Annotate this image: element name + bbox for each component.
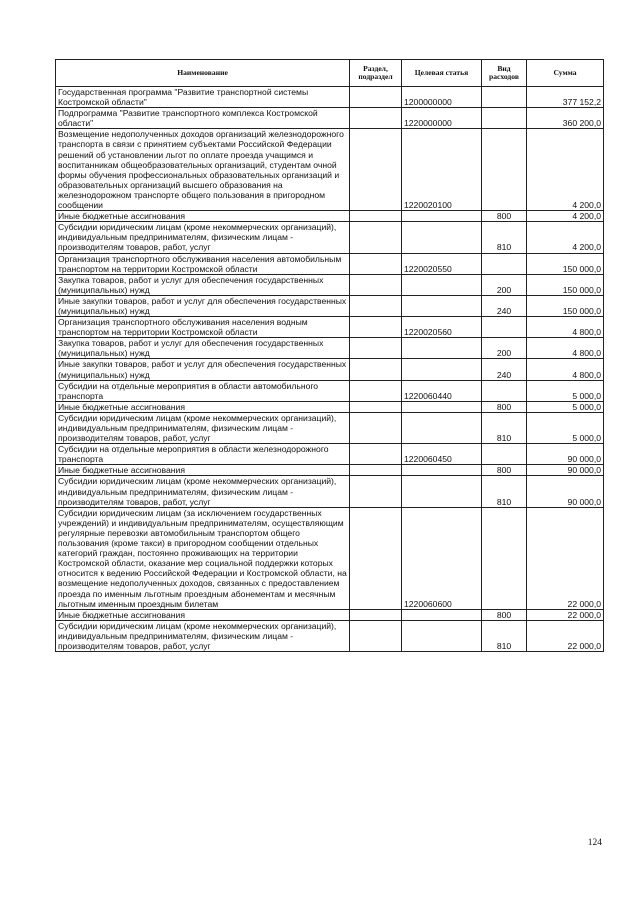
row-section — [350, 609, 402, 620]
row-target — [402, 211, 482, 222]
header-target: Целевая статья — [402, 60, 482, 87]
row-name: Возмещение недополученных доходов организаций железнодорожного транспорта в связи с принятием субъектами Российской Федерации решений об установлении льгот по оплате проезда учащимся и воспитанникам общеобразовательных организаций, студентам очной формы обучения профессиональных образовательных организаций и образовательных организаций высшего образования на железнодорожном транспорте общего пользования в пригородном сообщении — [56, 129, 350, 211]
row-name: Субсидии юридическим лицам (кроме некоммерческих организаций), индивидуальным предпринимателям, физическим лицам - производителям товаров, работ, услуг — [56, 412, 350, 443]
row-target: 1220060450 — [402, 444, 482, 465]
table-row — [56, 465, 604, 476]
row-section — [350, 274, 402, 295]
row-sum: 22 000,0 — [527, 507, 604, 609]
row-name: Иные закупки товаров, работ и услуг для обеспечения государственных (муниципальных) нужд — [56, 295, 350, 316]
row-name: Субсидии юридическим лицам (за исключением государственных учреждений) и индивидуальным предпринимателям, осуществляющим регулярные перевозки автомобильным транспортом общего пользования (кроме такси) в пригородном сообщении отдельных категорий граждан, постоянно проживающих на территории Костромской области, оказание мер социальной поддержки которых относится к ведению Российской Федерации и Костромской области, на возмещение недополученных доходов, связанных с предоставлением проезда по именным льготным проездным абонементам и месячным льготным именным проездным билетам — [56, 507, 350, 609]
row-sum: 150 000,0 — [527, 253, 604, 274]
row-target — [402, 609, 482, 620]
row-kind — [482, 317, 527, 338]
header-name: Наименование — [56, 60, 350, 87]
row-kind: 810 — [482, 222, 527, 253]
row-kind — [482, 444, 527, 465]
row-sum: 150 000,0 — [527, 295, 604, 316]
row-sum: 4 200,0 — [527, 211, 604, 222]
budget-table — [55, 59, 604, 652]
row-target — [402, 274, 482, 295]
row-kind — [482, 108, 527, 129]
row-sum: 4 200,0 — [527, 222, 604, 253]
row-target — [402, 295, 482, 316]
row-kind: 800 — [482, 401, 527, 412]
row-section — [350, 401, 402, 412]
row-sum: 4 200,0 — [527, 129, 604, 211]
table-header-row — [56, 60, 604, 87]
row-sum: 5 000,0 — [527, 401, 604, 412]
row-section — [350, 338, 402, 359]
row-sum: 360 200,0 — [527, 108, 604, 129]
row-target — [402, 476, 482, 507]
row-target — [402, 338, 482, 359]
row-kind: 200 — [482, 274, 527, 295]
row-name: Субсидии юридическим лицам (кроме некоммерческих организаций), индивидуальным предпринимателям, физическим лицам - производителям товаров, работ, услуг — [56, 476, 350, 507]
row-name: Иные закупки товаров, работ и услуг для обеспечения государственных (муниципальных) нужд — [56, 359, 350, 380]
table-row — [56, 507, 604, 609]
row-section — [350, 476, 402, 507]
row-name: Иные бюджетные ассигнования — [56, 465, 350, 476]
row-name: Иные бюджетные ассигнования — [56, 609, 350, 620]
row-section — [350, 465, 402, 476]
row-section — [350, 380, 402, 401]
row-kind — [482, 507, 527, 609]
row-target — [402, 222, 482, 253]
row-name: Подпрограмма "Развитие транспортного комплекса Костромской области" — [56, 108, 350, 129]
row-section — [350, 295, 402, 316]
row-name: Иные бюджетные ассигнования — [56, 401, 350, 412]
row-kind — [482, 380, 527, 401]
row-target — [402, 465, 482, 476]
row-target: 1220060440 — [402, 380, 482, 401]
row-sum: 5 000,0 — [527, 412, 604, 443]
row-name: Закупка товаров, работ и услуг для обеспечения государственных (муниципальных) нужд — [56, 274, 350, 295]
table-row — [56, 129, 604, 211]
row-sum: 90 000,0 — [527, 444, 604, 465]
table-row — [56, 108, 604, 129]
row-target — [402, 401, 482, 412]
row-sum: 4 800,0 — [527, 317, 604, 338]
row-section — [350, 620, 402, 651]
header-kind: Вид расходов — [482, 60, 527, 87]
row-section — [350, 412, 402, 443]
table-row — [56, 211, 604, 222]
row-name: Организация транспортного обслуживания населения водным транспортом на территории Костромской области — [56, 317, 350, 338]
row-section — [350, 507, 402, 609]
table-row — [56, 380, 604, 401]
row-name: Государственная программа "Развитие транспортной системы Костромской области" — [56, 87, 350, 108]
row-sum: 22 000,0 — [527, 609, 604, 620]
table-row — [56, 401, 604, 412]
row-sum: 4 800,0 — [527, 338, 604, 359]
row-name: Субсидии юридическим лицам (кроме некоммерческих организаций), индивидуальным предпринимателям, физическим лицам - производителям товаров, работ, услуг — [56, 222, 350, 253]
row-target: 1220020100 — [402, 129, 482, 211]
row-kind: 810 — [482, 412, 527, 443]
row-name: Субсидии юридическим лицам (кроме некоммерческих организаций), индивидуальным предпринимателям, физическим лицам - производителям товаров, работ, услуг — [56, 620, 350, 651]
row-section — [350, 317, 402, 338]
row-name: Иные бюджетные ассигнования — [56, 211, 350, 222]
row-name: Закупка товаров, работ и услуг для обеспечения государственных (муниципальных) нужд — [56, 338, 350, 359]
table-row — [56, 295, 604, 316]
table-row — [56, 317, 604, 338]
row-section — [350, 108, 402, 129]
row-kind: 240 — [482, 359, 527, 380]
row-kind: 200 — [482, 338, 527, 359]
row-sum: 150 000,0 — [527, 274, 604, 295]
row-name: Субсидии на отдельные мероприятия в области железнодорожного транспорта — [56, 444, 350, 465]
table-row — [56, 444, 604, 465]
header-sum: Сумма — [527, 60, 604, 87]
row-section — [350, 222, 402, 253]
row-section — [350, 87, 402, 108]
row-name: Организация транспортного обслуживания населения автомобильным транспортом на территории Костромской области — [56, 253, 350, 274]
row-target — [402, 359, 482, 380]
table-row — [56, 87, 604, 108]
row-target: 1200000000 — [402, 87, 482, 108]
row-target — [402, 412, 482, 443]
row-section — [350, 253, 402, 274]
row-sum: 4 800,0 — [527, 359, 604, 380]
table-row — [56, 274, 604, 295]
row-sum: 5 000,0 — [527, 380, 604, 401]
row-kind: 810 — [482, 476, 527, 507]
row-sum: 90 000,0 — [527, 465, 604, 476]
row-section — [350, 129, 402, 211]
header-section: Раздел, подраздел — [350, 60, 402, 87]
row-kind: 800 — [482, 465, 527, 476]
row-section — [350, 444, 402, 465]
row-section — [350, 211, 402, 222]
table-row — [56, 338, 604, 359]
row-target: 1220060600 — [402, 507, 482, 609]
row-kind: 800 — [482, 609, 527, 620]
page-number: 124 — [587, 838, 602, 848]
row-sum: 377 152,2 — [527, 87, 604, 108]
row-kind: 810 — [482, 620, 527, 651]
table-row — [56, 412, 604, 443]
row-target: 1220000000 — [402, 108, 482, 129]
table-row — [56, 359, 604, 380]
row-kind — [482, 87, 527, 108]
row-kind: 800 — [482, 211, 527, 222]
table-row — [56, 222, 604, 253]
table-row — [56, 476, 604, 507]
row-kind: 240 — [482, 295, 527, 316]
table-row — [56, 620, 604, 651]
row-target: 1220020550 — [402, 253, 482, 274]
row-target — [402, 620, 482, 651]
row-kind — [482, 129, 527, 211]
row-name: Субсидии на отдельные мероприятия в области автомобильного транспорта — [56, 380, 350, 401]
table-row — [56, 609, 604, 620]
row-section — [350, 359, 402, 380]
row-sum: 22 000,0 — [527, 620, 604, 651]
row-kind — [482, 253, 527, 274]
table-row — [56, 253, 604, 274]
row-target: 1220020560 — [402, 317, 482, 338]
row-sum: 90 000,0 — [527, 476, 604, 507]
